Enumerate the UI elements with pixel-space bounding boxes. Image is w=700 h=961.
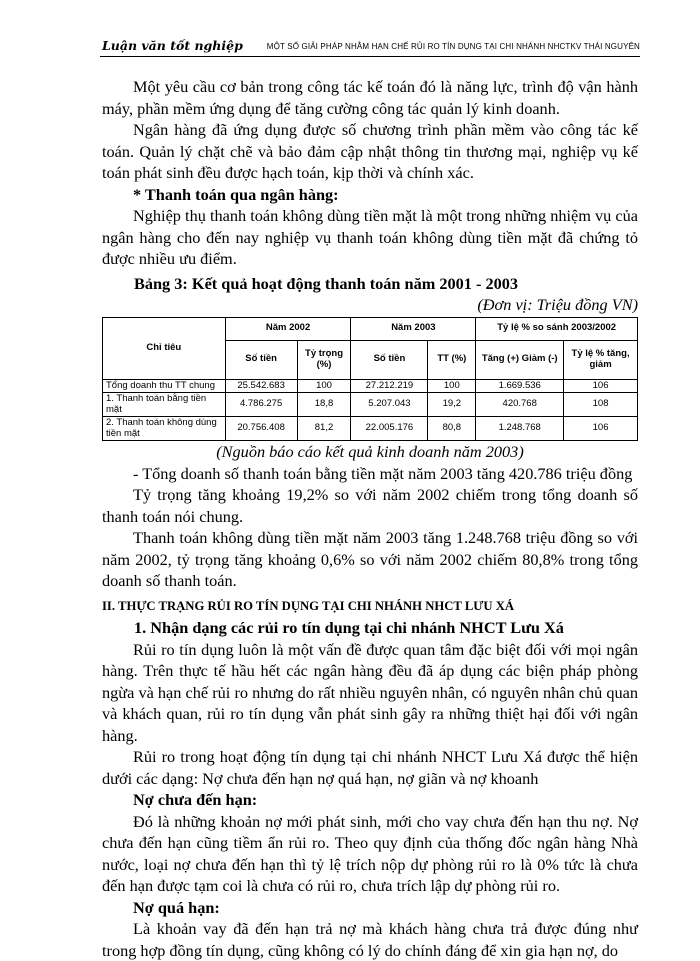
amount-2002: 4.786.275: [225, 393, 297, 417]
subsection-heading: 1. Nhận dạng các rủi ro tín dụng tại chi nhánh NHCT Lưu Xá: [134, 618, 564, 637]
col-amount-2002: Số tiền: [225, 340, 297, 379]
payment-results-table: [102, 317, 638, 442]
paragraph-overdue-debt: Là khoản vay đã đến hạn trả nợ mà khách hàng chưa trả được đúng như trong hợp đồng tín dụng, cũng không có lý do chính đáng để xin gia hạn nợ, do: [102, 919, 638, 960]
paragraph-cash-increase: - Tổng doanh số thanh toán bằng tiền mặt năm 2003 tăng 420.786 triệu đồng: [133, 463, 633, 483]
col-change: Tăng (+) Giảm (-): [476, 340, 564, 379]
table-source: (Nguồn báo cáo kết quả kinh doanh năm 2003): [216, 442, 524, 461]
paragraph-noncash-payment: Nghiệp thụ thanh toán không dùng tiền mặt là một trong những nhiệm vụ của ngân hàng cho đến nay nghiệp vụ thanh toán không dùng tiền mặt đã chứng tỏ được nhiều ưu điểm.: [102, 206, 638, 268]
paragraph-cash-share: Tỷ trọng tăng khoảng 19,2% so với năm 2002 chiếm trong tổng doanh số thanh toán nói chung.: [102, 485, 638, 526]
table-row: [103, 417, 638, 441]
col-year-2002-header: Năm 2002: [225, 317, 351, 340]
section-heading: II. THỰC TRẠNG RỦI RO TÍN DỤNG TẠI CHI NHÁNH NHCT LƯU XÁ: [102, 598, 515, 613]
col-share-2003: TT (%): [428, 340, 476, 379]
change-value: 420.768: [476, 393, 564, 417]
col-indicator-header: Chỉ tiêu: [103, 317, 226, 379]
col-year-2003-header: Năm 2003: [351, 317, 476, 340]
amount-2002: 25.542.683: [225, 379, 297, 393]
ratio-value: 108: [564, 393, 638, 417]
paragraph-software: Ngân hàng đã ứng dụng được số chương trình phần mềm vào công tác kế toán. Quản lý chặt chẽ và bảo đảm cập nhật thông tin thương mại, nghiệp vụ kế toán phát sinh đều được hạch toán, kịp thời và chính xác.: [102, 120, 638, 182]
row-label: Tổng doanh thu TT chung: [103, 379, 226, 393]
document-body: [102, 76, 638, 961]
paragraph-noncash-increase: Thanh toán không dùng tiền mặt năm 2003 tăng 1.248.768 triệu đồng so với năm 2002, tỷ trọng tăng khoảng 0,6% so với năm 2002 chiếm 80,8% trong tổng doanh số thanh toán.: [102, 528, 638, 590]
share-2002: 100: [297, 379, 351, 393]
amount-2002: 20.756.408: [225, 417, 297, 441]
table-row: [103, 379, 638, 393]
share-2003: 80,8: [428, 417, 476, 441]
paragraph-credit-risk: Rủi ro tín dụng luôn là một vấn đề được quan tâm đặc biệt đối với mọi ngân hàng. Trên thực tế hầu hết các ngân hàng đều đã áp dụng các biện pháp phòng ngừa và hạn chế rủi ro nhưng do rất nhiều nguyên nhân, có nguyên nhân chủ quan và khách quan, rủi ro tín dụng vẫn phát sinh gây ra những thiệt hại đối với ngân hàng.: [102, 639, 638, 745]
row-label: 1. Thanh toán bằng tiền mặt: [103, 393, 226, 417]
table-caption: Bảng 3: Kết quả hoạt động thanh toán năm 2001 - 2003: [134, 273, 519, 293]
paragraph-debt-not-due: Đó là những khoản nợ mới phát sinh, mới cho vay chưa đến hạn thu nợ. Nợ chưa đến hạn cũng tiềm ẩn rủi ro. Theo quy định của thống đốc ngân hàng Nhà nước, loại nợ chưa đến hạn thì tỷ lệ trích nộp dự phòng rủi ro là 0% tức là chưa đến hạn được tạm coi là chưa có rủi ro, chưa trích lập dự phòng rủi ro.: [102, 811, 638, 895]
col-amount-2003: Số tiền: [351, 340, 428, 379]
amount-2003: 22.005.176: [351, 417, 428, 441]
header-thesis-title: MỘT SỐ GIẢI PHÁP NHẰM HẠN CHẾ RỦI RO TÍN DỤNG TẠI CHI NHÁNH NHCTKV THÁI NGUYÊN: [266, 42, 640, 51]
heading-overdue-debt: Nợ quá hạn:: [133, 897, 220, 917]
paragraph-risk-forms: Rủi ro trong hoạt động tín dụng tại chi nhánh NHCT Lưu Xá được thể hiện dưới các dạng: Nợ chưa đến hạn nợ quá hạn, nợ giãn và nợ khoanh: [102, 747, 638, 788]
share-2003: 19,2: [428, 393, 476, 417]
heading-bank-payment: * Thanh toán qua ngân hàng:: [133, 184, 339, 204]
running-header: [100, 30, 640, 57]
share-2003: 100: [428, 379, 476, 393]
col-share-2002: Tỷ trọng (%): [297, 340, 351, 379]
amount-2003: 5.207.043: [351, 393, 428, 417]
change-value: 1.669.536: [476, 379, 564, 393]
heading-debt-not-due: Nợ chưa đến hạn:: [133, 790, 258, 809]
share-2002: 81,2: [297, 417, 351, 441]
row-label: 2. Thanh toán không dùng tiền mặt: [103, 417, 226, 441]
col-compare-header: Tỷ lệ % so sánh 2003/2002: [476, 317, 638, 340]
col-ratio: Tỷ lệ % tăng, giảm: [564, 340, 638, 379]
ratio-value: 106: [564, 417, 638, 441]
share-2002: 18,8: [297, 393, 351, 417]
paragraph-accounting-capacity: Một yêu cầu cơ bản trong công tác kế toán đó là năng lực, trình độ vận hành máy, phần mềm ứng dụng để tăng cường công tác quản lý kinh doanh.: [102, 77, 638, 118]
ratio-value: 106: [564, 379, 638, 393]
change-value: 1.248.768: [476, 417, 564, 441]
table-row: [103, 393, 638, 417]
table-unit: (Đơn vị: Triệu đồng VN): [477, 295, 638, 314]
header-thesis-label: Luận văn tốt nghiệp: [102, 38, 243, 53]
amount-2003: 27.212.219: [351, 379, 428, 393]
